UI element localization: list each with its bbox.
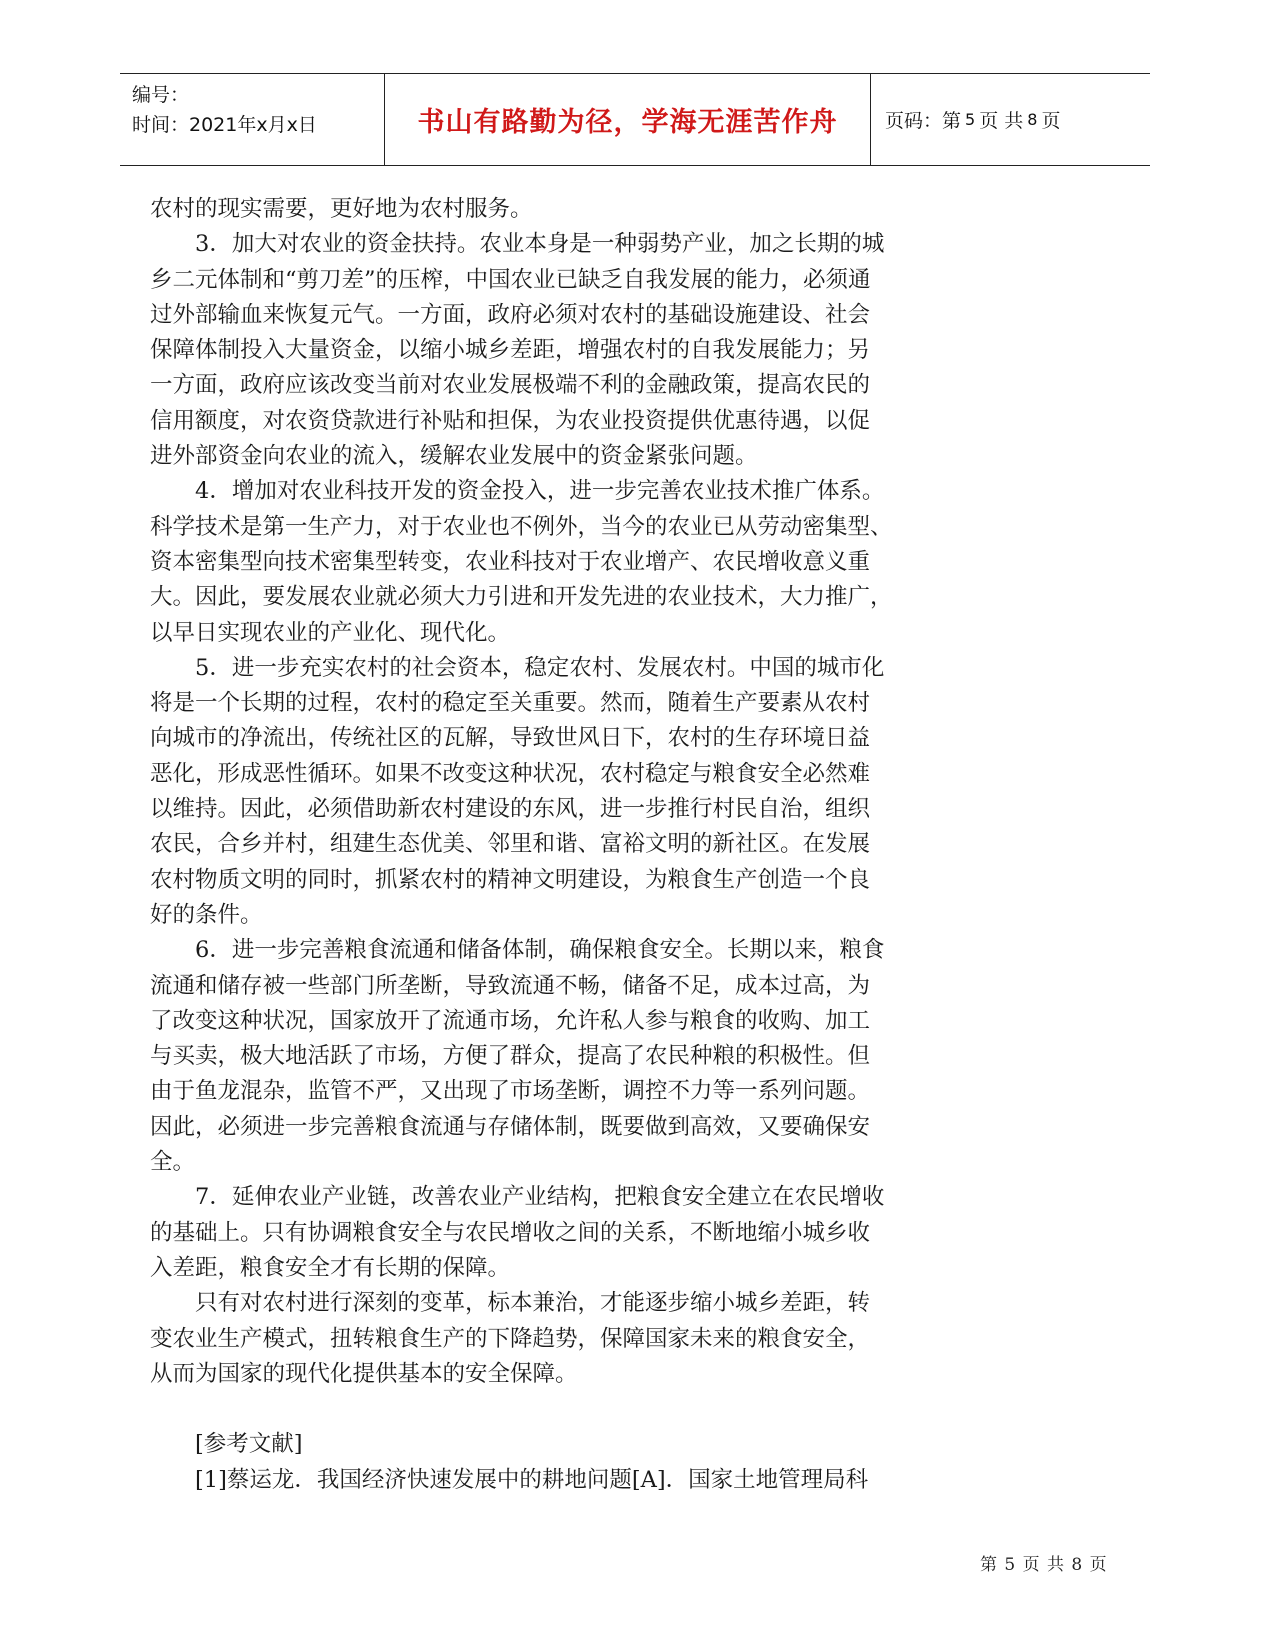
serial-label: 编号： xyxy=(132,84,190,106)
body-line: 保障体制投入大量资金，以缩小城乡差距，增强农村的自我发展能力；另 xyxy=(150,337,871,364)
body-line: 进外部资金向农业的流入，缓解农业发展中的资金紧张问题。 xyxy=(150,443,758,470)
body-line: 的基础上。只有协调粮食安全与农民增收之间的关系，不断地缩小城乡收 xyxy=(150,1219,871,1246)
body-line: 入差距，粮食安全才有长期的保障。 xyxy=(150,1254,511,1281)
body-line: 5．进一步充实农村的社会资本，稳定农村、发展农村。中国的城市化 xyxy=(150,654,885,681)
body-line: 从而为国家的现代化提供基本的安全保障。 xyxy=(150,1360,578,1387)
body-line: 过外部输血来恢复元气。一方面，政府必须对农村的基础设施建设、社会 xyxy=(150,301,871,328)
body-line: 一方面，政府应该改变当前对农业发展极端不利的金融政策，提高农民的 xyxy=(150,372,871,399)
body-line: 流通和储存被一些部门所垄断，导致流通不畅，储备不足，成本过高，为 xyxy=(150,972,871,999)
body-line: 与买卖，极大地活跃了市场，方便了群众，提高了农民种粮的积极性。但 xyxy=(150,1043,871,1070)
body-line: 6．进一步完善粮食流通和储备体制，确保粮食安全。长期以来，粮食 xyxy=(150,937,885,964)
body-line: 信用额度，对农资贷款进行补贴和担保，为农业投资提供优惠待遇，以促 xyxy=(150,407,871,434)
header-page-info xyxy=(871,74,1150,165)
motto-text: 书山有路勤为径，学海无涯苦作舟 xyxy=(417,107,838,138)
body-line: 大。因此，要发展农业就必须大力引进和开发先进的农业技术，大力推广， xyxy=(150,584,893,611)
body-line: 乡二元体制和“剪刀差”的压榨，中国农业已缺乏自我发展的能力，必须通 xyxy=(150,266,871,293)
body-line: 科学技术是第一生产力，对于农业也不例外，当今的农业已从劳动密集型、 xyxy=(150,513,893,540)
body-line: 3．加大对农业的资金扶持。农业本身是一种弱势产业，加之长期的城 xyxy=(150,231,885,258)
body-line: 因此，必须进一步完善粮食流通与存储体制，既要做到高效，又要确保安 xyxy=(150,1113,871,1140)
section-gap xyxy=(150,1392,960,1427)
body-line: 4．增加对农业科技开发的资金投入，进一步完善农业技术推广体系。 xyxy=(150,478,885,505)
body-line: 农民，合乡并村，组建生态优美、邻里和谐、富裕文明的新社区。在发展 xyxy=(150,831,871,858)
page-mid: 页 共 xyxy=(979,110,1024,132)
header-meta xyxy=(120,74,384,165)
page-current: 5 xyxy=(965,110,976,129)
reference-item: [1]蔡运龙．我国经济快速发展中的耕地问题[A]．国家土地管理局科 xyxy=(150,1466,869,1493)
time-label: 时间：2021年x月x日 xyxy=(132,114,317,136)
page-header xyxy=(120,73,1150,166)
page-footer: 第 5 页 共 8 页 xyxy=(980,1555,1108,1575)
body-line: 恶化，形成恶性循环。如果不改变这种状况，农村稳定与粮食安全必然难 xyxy=(150,760,871,787)
body-line: 向城市的净流出，传统社区的瓦解，导致世风日下，农村的生存环境日益 xyxy=(150,725,871,752)
body-line: 以早日实现农业的产业化、现代化。 xyxy=(150,619,511,646)
body-line: 将是一个长期的过程，农村的稳定至关重要。然而，随着生产要素从农村 xyxy=(150,690,871,717)
references-list xyxy=(150,1463,960,1498)
page-end: 页 xyxy=(1041,110,1061,132)
body-paragraphs xyxy=(150,192,960,1392)
body-line: 变农业生产模式，扭转粮食生产的下降趋势，保障国家未来的粮食安全， xyxy=(150,1325,871,1352)
body-line: 了改变这种状况，国家放开了流通市场，允许私人参与粮食的收购、加工 xyxy=(150,1007,871,1034)
header-motto-cell xyxy=(384,74,871,165)
body-line: 资本密集型向技术密集型转变，农业科技对于农业增产、农民增收意义重 xyxy=(150,548,871,575)
body-line: 农村物质文明的同时，抓紧农村的精神文明建设，为粮食生产创造一个良 xyxy=(150,866,871,893)
document-body xyxy=(150,192,960,1498)
body-line: 全。 xyxy=(150,1149,196,1176)
body-line: 以维持。因此，必须借助新农村建设的东风，进一步推行村民自治，组织 xyxy=(150,796,871,823)
page-label: 页码：第 xyxy=(885,110,962,132)
references-heading: [参考文献] xyxy=(150,1431,303,1458)
page-total: 8 xyxy=(1027,110,1038,129)
body-line: 7．延伸农业产业链，改善农业产业结构，把粮食安全建立在农民增收 xyxy=(150,1184,885,1211)
body-line: 农村的现实需要，更好地为农村服务。 xyxy=(150,196,533,222)
body-line: 由于鱼龙混杂，监管不严，又出现了市场垄断，调控不力等一系列问题。 xyxy=(150,1078,871,1105)
body-line: 好的条件。 xyxy=(150,901,263,928)
body-line: 只有对农村进行深刻的变革，标本兼治，才能逐步缩小城乡差距，转 xyxy=(150,1290,871,1317)
